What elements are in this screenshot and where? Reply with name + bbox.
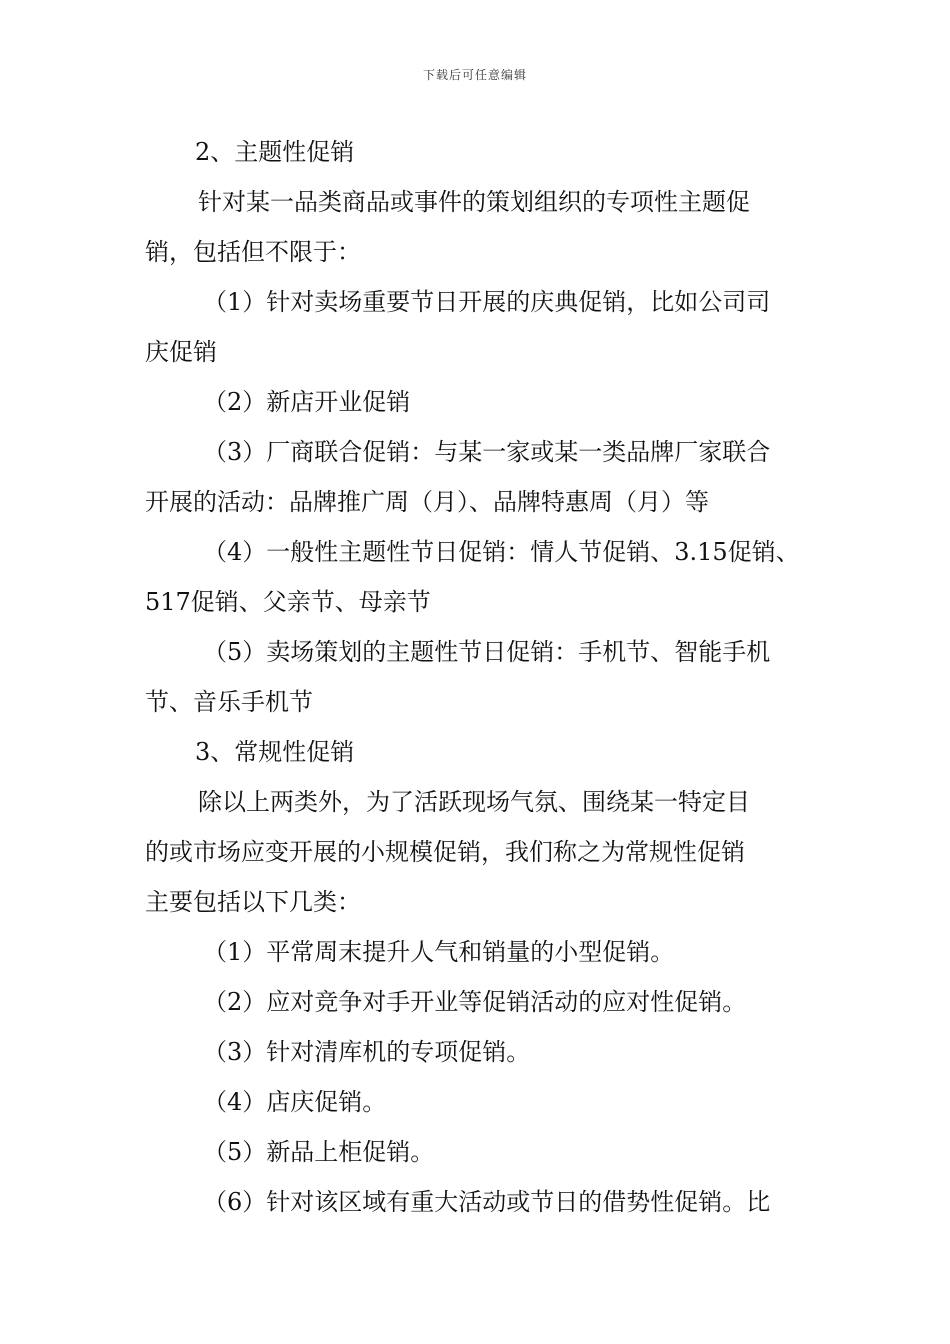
list-item-line: （2）新店开业促销: [203, 388, 411, 416]
page-header-note: 下载后可任意编辑: [422, 68, 527, 82]
list-item-line: （5）新品上柜促销。: [203, 1138, 435, 1166]
section-heading-2: 2、主题性促销: [195, 138, 355, 166]
paragraph-line: 针对某一品类商品或事件的策划组织的专项性主题促: [198, 188, 750, 216]
list-item-line: （5）卖场策划的主题性节日促销：手机节、智能手机: [203, 638, 771, 666]
paragraph-line: 除以上两类外，为了活跃现场气氛、围绕某一特定目: [198, 788, 750, 816]
list-item-continuation: 节、音乐手机节: [145, 688, 313, 716]
list-item-line: （4）店庆促销。: [203, 1088, 387, 1116]
paragraph-line: 销，包括但不限于：: [145, 238, 361, 266]
list-item-line: （3）厂商联合促销：与某一家或某一类品牌厂家联合: [203, 438, 771, 466]
document-body: [145, 127, 810, 1227]
paragraph-line: 主要包括以下几类：: [145, 888, 361, 916]
list-item-line: （6）针对该区域有重大活动或节日的借势性促销。比: [203, 1188, 771, 1216]
list-item-line: （4）一般性主题性节日促销：情人节促销、3.15促销、: [203, 538, 800, 566]
paragraph-line: 的或市场应变开展的小规模促销，我们称之为常规性促销: [145, 838, 745, 866]
section-heading-3: 3、常规性促销: [195, 738, 355, 766]
list-item-line: （2）应对竞争对手开业等促销活动的应对性促销。: [203, 988, 747, 1016]
list-item-line: （3）针对清库机的专项促销。: [203, 1038, 531, 1066]
list-item-continuation: 庆促销: [145, 338, 217, 366]
list-item-line: （1）平常周末提升人气和销量的小型促销。: [203, 938, 675, 966]
list-item-continuation: 517促销、父亲节、母亲节: [145, 588, 431, 616]
list-item-continuation: 开展的活动：品牌推广周（月）、品牌特惠周（月）等: [145, 488, 709, 516]
list-item-line: （1）针对卖场重要节日开展的庆典促销，比如公司司: [203, 288, 771, 316]
